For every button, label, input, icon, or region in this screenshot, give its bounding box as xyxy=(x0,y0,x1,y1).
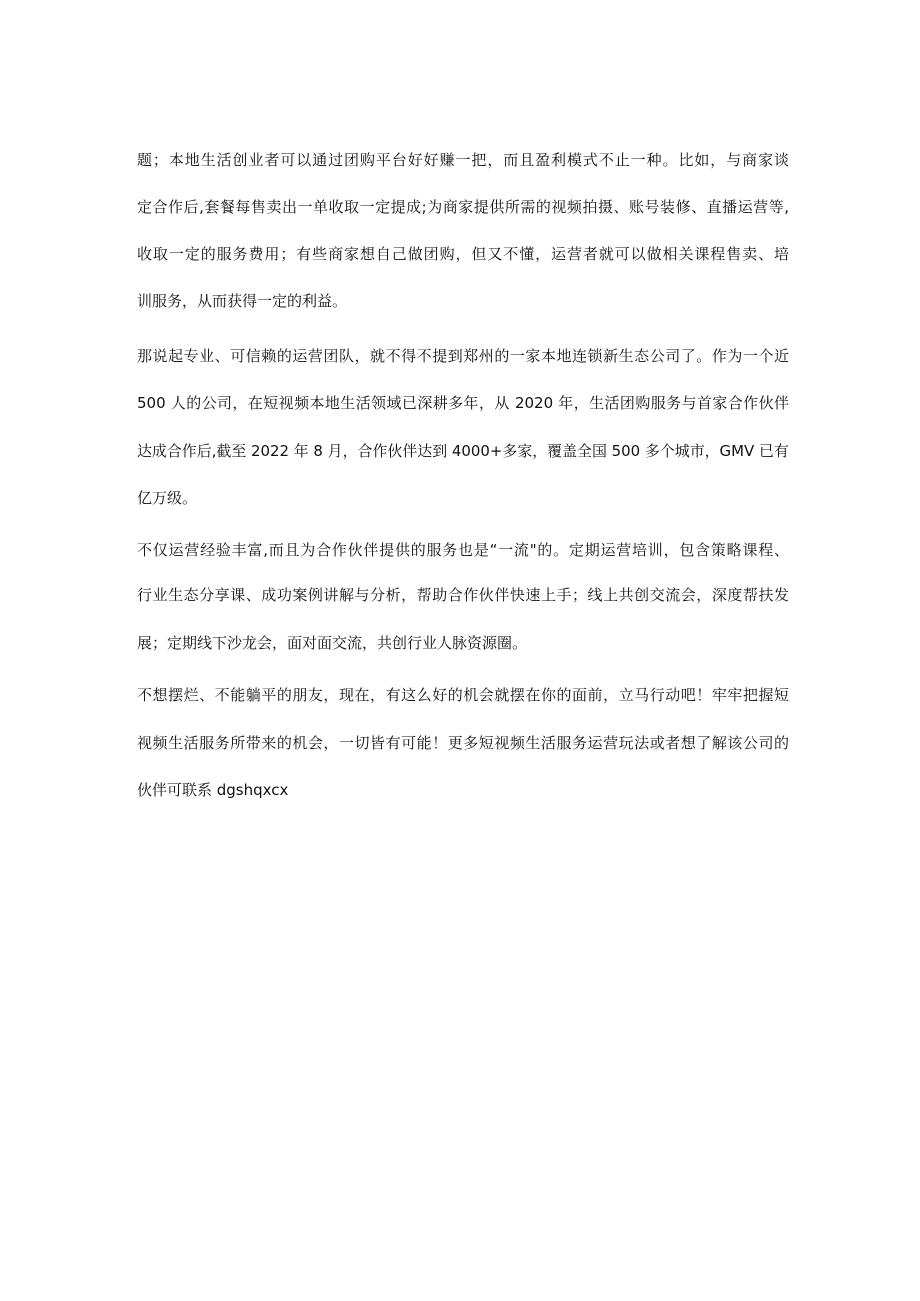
paragraph-4-line-3: 伙伴可联系 dgshqxcx xyxy=(137,781,289,799)
paragraph-2-line-1: 那说起专业、可信赖的运营团队，就不得不提到郑州的一家本地连锁新生态公司了。作为一个近 xyxy=(137,347,789,365)
paragraph-1-line-2: 定合作后,套餐每售卖出一单收取一定提成;为商家提供所需的视频拍摄、账号装修、直播运营等, xyxy=(137,198,789,216)
paragraph-4-line-1: 不想摆烂、不能躺平的朋友，现在，有这么好的机会就摆在你的面前，立马行动吧！牢牢把握短 xyxy=(137,686,789,704)
paragraph-3-line-1: 不仅运营经验丰富,而且为合作伙伴提供的服务也是“一流"的。定期运营培训，包含策略课程、 xyxy=(137,541,789,559)
paragraph-2-line-4: 亿万级。 xyxy=(137,489,198,507)
paragraph-1-line-4: 训服务，从而获得一定的利益。 xyxy=(137,292,348,310)
paragraph-1-line-3: 收取一定的服务费用；有些商家想自己做团购，但又不懂，运营者就可以做相关课程售卖、培 xyxy=(137,245,789,263)
paragraph-3-line-2: 行业生态分享课、成功案例讲解与分析，帮助合作伙伴快速上手；线上共创交流会，深度帮扶发 xyxy=(137,586,789,604)
paragraph-1-line-1: 题；本地生活创业者可以通过团购平台好好赚一把，而且盈利模式不止一种。比如，与商家谈 xyxy=(137,151,789,169)
paragraph-2-line-2: 500 人的公司，在短视频本地生活领域已深耕多年，从 2020 年，生活团购服务与首家合作伙伴 xyxy=(137,394,789,412)
paragraph-4-line-2: 视频生活服务所带来的机会，一切皆有可能！更多短视频生活服务运营玩法或者想了解该公司的 xyxy=(137,734,789,752)
paragraph-2-line-3: 达成合作后,截至 2022 年 8 月，合作伙伴达到 4000+多家，覆盖全国 500 多个城市，GMV 已有 xyxy=(137,442,789,460)
paragraph-3-line-3: 展；定期线下沙龙会，面对面交流，共创行业人脉资源圈。 xyxy=(137,634,528,652)
